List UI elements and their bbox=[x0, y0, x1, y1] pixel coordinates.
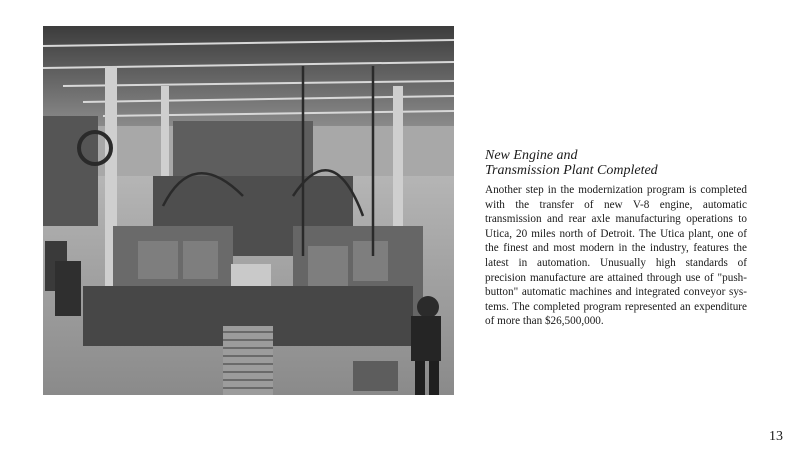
headline-line-1: New Engine and bbox=[485, 148, 578, 163]
headline-line-2: Transmission Plant Completed bbox=[485, 163, 658, 178]
article-headline bbox=[485, 148, 775, 178]
page-number: 13 bbox=[769, 429, 783, 444]
article-body: Another step in the modernization program is completed with the transfer of new V-8 engine, automatic transmission and rear axle manufacturing operations to Utica, 20 miles north of Detroit. The Utica plant, one of the finest and most modern in the industry, features the latest in automation. Unusually high standards of precision manufacture are attained through use of "push-button" automatic machines and integrated conveyor systems. The completed program represented an expenditure of more than $26,500,000. bbox=[485, 184, 747, 328]
factory-floor-illustration bbox=[43, 26, 454, 395]
factory-photo bbox=[43, 26, 454, 395]
